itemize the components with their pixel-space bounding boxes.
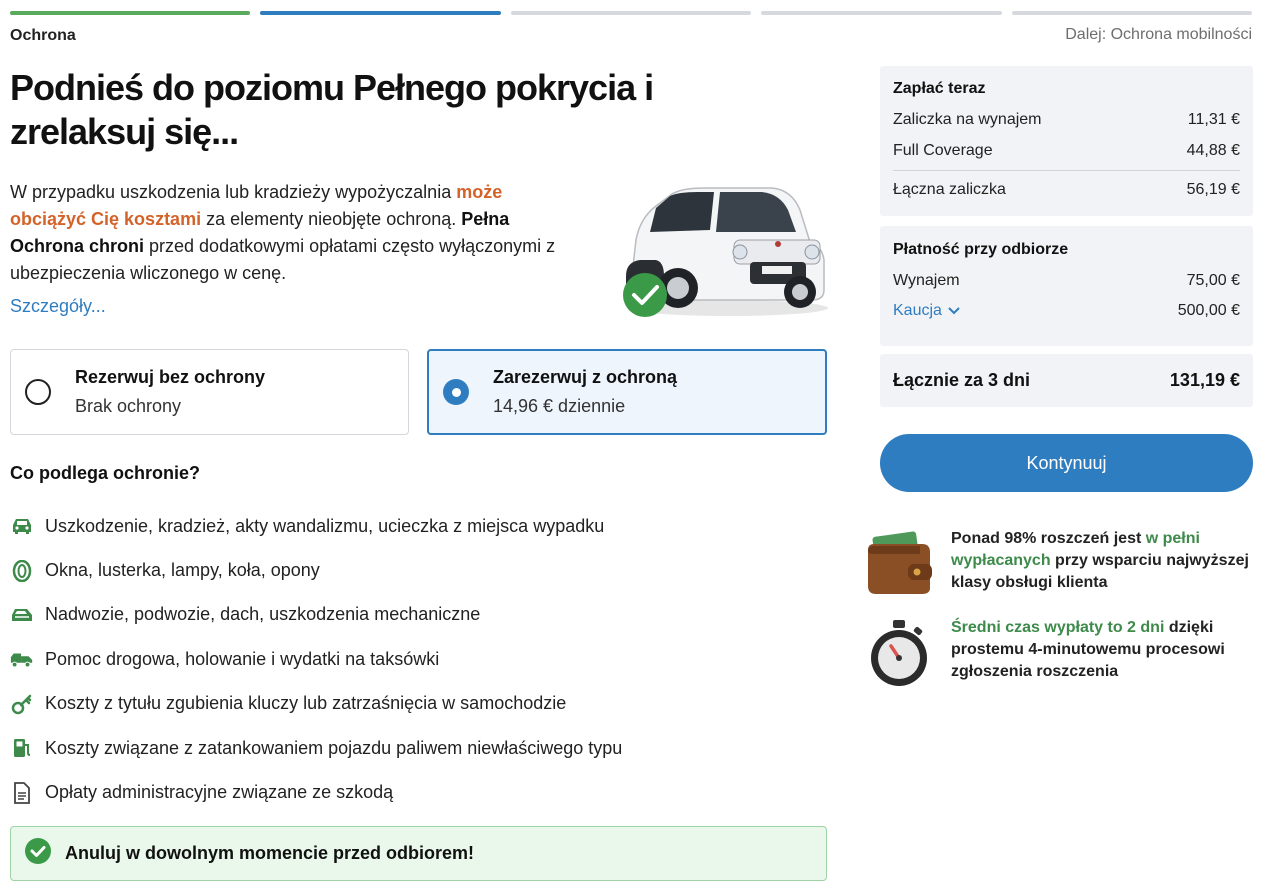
coverage-title: Co podlega ochronie? — [10, 463, 201, 483]
stopwatch-icon — [860, 617, 938, 689]
deposit-toggle[interactable] — [893, 302, 960, 320]
fuel-pump-icon — [10, 736, 34, 760]
progress-segment — [1012, 11, 1252, 15]
promo-text: dzięki prostemu 4-minutowemu procesowi zgłoszenia roszczenia — [951, 619, 1225, 680]
coverage-item — [10, 770, 830, 814]
description-text: W przypadku uszkodzenia lub kradzieży wypożyczalnia — [10, 182, 457, 202]
coverage-item-label: Opłaty administracyjne związane ze szkodą — [45, 782, 394, 803]
pay-now-panel — [880, 66, 1253, 216]
coverage-item — [10, 726, 830, 770]
option-subtitle: Brak ochrony — [75, 396, 182, 416]
continue-button[interactable]: Kontynuuj — [880, 434, 1253, 492]
price-row-total — [893, 181, 1240, 199]
grand-total-label: Łącznie za 3 dni — [893, 370, 1031, 390]
cancel-notice-text: Anuluj w dowolnym momencie przed odbiorem! — [65, 843, 475, 863]
progress-segment — [761, 11, 1001, 15]
option-with-protection[interactable] — [427, 349, 827, 435]
car-body-icon — [10, 603, 34, 627]
price-value: 44,88 € — [1186, 142, 1240, 159]
page-title: Podnieś do poziomu Pełnego pokrycia i zrelaksuj się... — [10, 67, 654, 152]
chevron-down-icon — [948, 307, 960, 315]
description — [10, 179, 580, 287]
option-no-protection[interactable] — [10, 349, 409, 435]
progress-bar — [10, 11, 1252, 15]
cancel-notice — [10, 826, 827, 881]
coverage-item-label: Koszty z tytułu zgubienia kluczy lub zatrzaśnięcia w samochodzie — [45, 693, 567, 714]
coverage-item — [10, 548, 830, 592]
option-subtitle: 14,96 € dziennie — [493, 396, 626, 416]
tire-icon — [10, 559, 34, 583]
price-value: 56,19 € — [1186, 181, 1240, 198]
grand-total-value: 131,19 € — [1169, 370, 1240, 390]
description-text: przed dodatkowymi opłatami często wyłączonymi z ubezpieczenia wliczonego w cenę. — [10, 236, 556, 283]
tow-truck-icon — [10, 647, 34, 671]
progress-segment — [511, 11, 751, 15]
pay-now-title: Zapłać teraz — [893, 80, 986, 97]
document-icon — [10, 781, 34, 805]
current-step-label: Ochrona — [10, 27, 76, 44]
grand-total-panel — [880, 354, 1253, 407]
price-row — [893, 272, 1240, 290]
description-bold: Pełna Ochrona chroni — [10, 209, 510, 256]
check-circle-icon — [25, 838, 51, 869]
radio-unselected-icon[interactable] — [25, 379, 51, 405]
price-value: 75,00 € — [1186, 272, 1240, 289]
price-label: Wynajem — [893, 272, 960, 289]
divider — [893, 170, 1240, 171]
price-row — [893, 142, 1240, 160]
coverage-item — [10, 637, 830, 681]
progress-segment — [260, 11, 500, 15]
description-text: za elementy nieobjęte ochroną. — [201, 209, 462, 229]
pay-at-pickup-panel — [880, 226, 1253, 346]
promo-text: Ponad 98% roszczeń jest — [951, 530, 1146, 547]
radio-selected-icon[interactable] — [443, 379, 469, 405]
coverage-item-label: Okna, lusterka, lampy, koła, opony — [45, 560, 320, 581]
coverage-item — [10, 593, 830, 637]
coverage-item — [10, 504, 830, 548]
promo-claims — [860, 528, 1260, 600]
description-warning: może obciążyć Cię kosztami — [10, 182, 503, 229]
coverage-item-label: Uszkodzenie, kradzież, akty wandalizmu, ucieczka z miejsca wypadku — [45, 515, 605, 536]
promo-highlight: w pełni wypłacanych — [951, 530, 1200, 569]
wallet-icon — [860, 528, 938, 600]
price-row — [893, 111, 1240, 129]
next-step-label: Dalej: Ochrona mobilności — [1065, 26, 1252, 43]
car-damage-icon — [10, 514, 34, 538]
option-title: Zarezerwuj z ochroną — [493, 367, 678, 387]
key-icon — [10, 692, 34, 716]
coverage-list — [10, 504, 830, 815]
option-title: Rezerwuj bez ochrony — [75, 367, 266, 387]
progress-segment — [10, 11, 250, 15]
coverage-item-label: Nadwozie, podwozie, dach, uszkodzenia mechaniczne — [45, 604, 481, 625]
promo-payout-time — [860, 617, 1260, 689]
promo-text: przy wsparciu najwyższej klasy obsługi klienta — [951, 552, 1249, 591]
coverage-item — [10, 682, 830, 726]
promo-highlight: Średni czas wypłaty to 2 dni — [951, 619, 1165, 636]
price-value: 11,31 € — [1187, 111, 1240, 128]
price-value: 500,00 € — [1177, 302, 1240, 319]
deposit-label: Kaucja — [893, 302, 942, 319]
coverage-item-label: Pomoc drogowa, holowanie i wydatki na taksówki — [45, 648, 440, 669]
car-image — [612, 180, 830, 320]
check-badge-icon — [623, 273, 667, 317]
price-label: Full Coverage — [893, 142, 993, 159]
price-label: Łączna zaliczka — [893, 181, 1006, 198]
coverage-item-label: Koszty związane z zatankowaniem pojazdu paliwem niewłaściwego typu — [45, 737, 623, 758]
price-row — [893, 302, 1240, 320]
pay-at-pickup-title: Płatność przy odbiorze — [893, 241, 1069, 258]
price-label: Zaliczka na wynajem — [893, 111, 1042, 128]
details-link[interactable]: Szczegóły... — [10, 296, 106, 316]
